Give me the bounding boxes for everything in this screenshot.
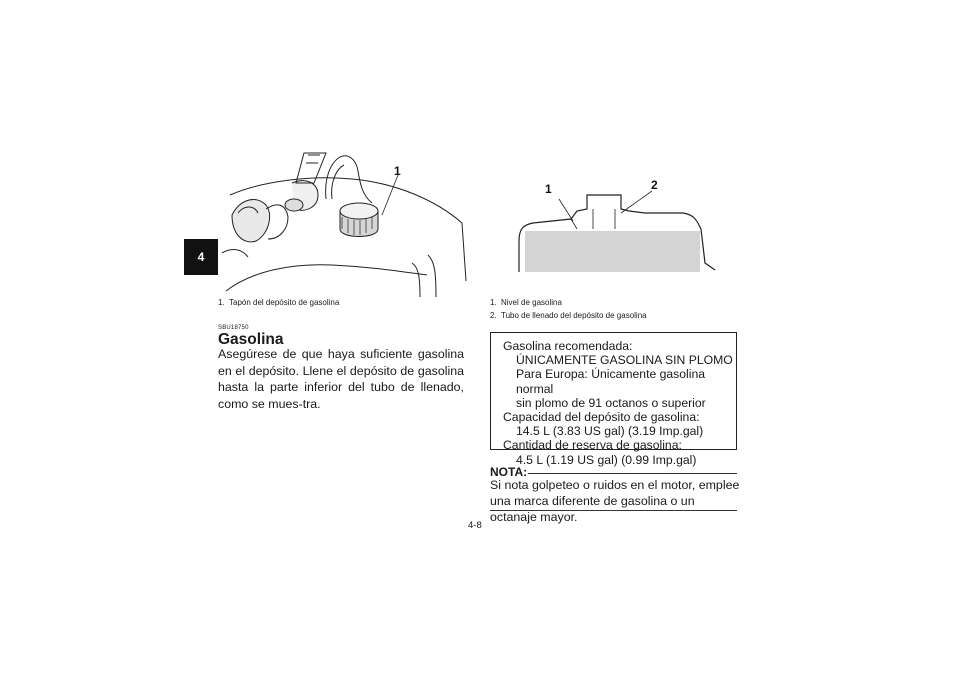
callout-1: 1 — [545, 182, 552, 196]
spec-recommended-label: Gasolina recomendada: — [503, 339, 633, 353]
page-number: 4-8 — [468, 520, 482, 531]
note-label: NOTA: — [490, 465, 528, 479]
note-bottom-rule — [490, 510, 737, 511]
callout-1: 1 — [394, 164, 401, 178]
section-title: Gasolina — [218, 331, 284, 348]
caption-left — [218, 297, 339, 309]
spec-reserve-label: Cantidad de reserva de gasolina: — [503, 438, 682, 453]
spec-reserve-value: 4.5 L (1.19 US gal) (0.99 Imp.gal) — [516, 452, 697, 467]
caption-text: Tubo de llenado del depósito de gasolina — [501, 311, 647, 320]
spec-recommended-line-2: Para Europa: Únicamente gasolina normal — [516, 367, 706, 396]
spec-capacity-label: Capacidad del depósito de gasolina: — [503, 410, 700, 425]
chapter-tab: 4 — [184, 239, 218, 275]
caption-number: 2. — [490, 311, 497, 320]
callout-2: 2 — [651, 178, 658, 192]
caption-number: 1. — [218, 298, 225, 307]
caption-right-2 — [490, 310, 647, 322]
fuel-cap-illustration — [222, 143, 468, 297]
fuel-spec-box — [490, 332, 737, 467]
caption-text: Nivel de gasolina — [501, 298, 562, 307]
spec-recommended-line-3: sin plomo de 91 octanos o superior — [516, 395, 706, 410]
caption-text: Tapón del depósito de gasolina — [229, 298, 340, 307]
spec-capacity-value: 14.5 L (3.83 US gal) (3.19 Imp.gal) — [516, 424, 704, 439]
note-text: Si nota golpeteo o ruidos en el motor, emplee una marca diferente de gasolina o un octanaje mayor. — [490, 478, 740, 524]
caption-right-1 — [490, 297, 562, 309]
section-body: Asegúrese de que haya suficiente gasolina en el depósito. Llene el depósito de gasolina hasta la parte inferior del tubo de llenado, como se mues-tra. — [218, 347, 464, 411]
spec-recommended-line-1: ÚNICAMENTE GASOLINA SIN PLOMO — [516, 353, 733, 368]
caption-number: 1. — [490, 298, 497, 307]
fuel-level-diagram — [515, 171, 723, 274]
note-top-rule — [528, 473, 737, 474]
section-code: SBU18750 — [218, 325, 249, 331]
